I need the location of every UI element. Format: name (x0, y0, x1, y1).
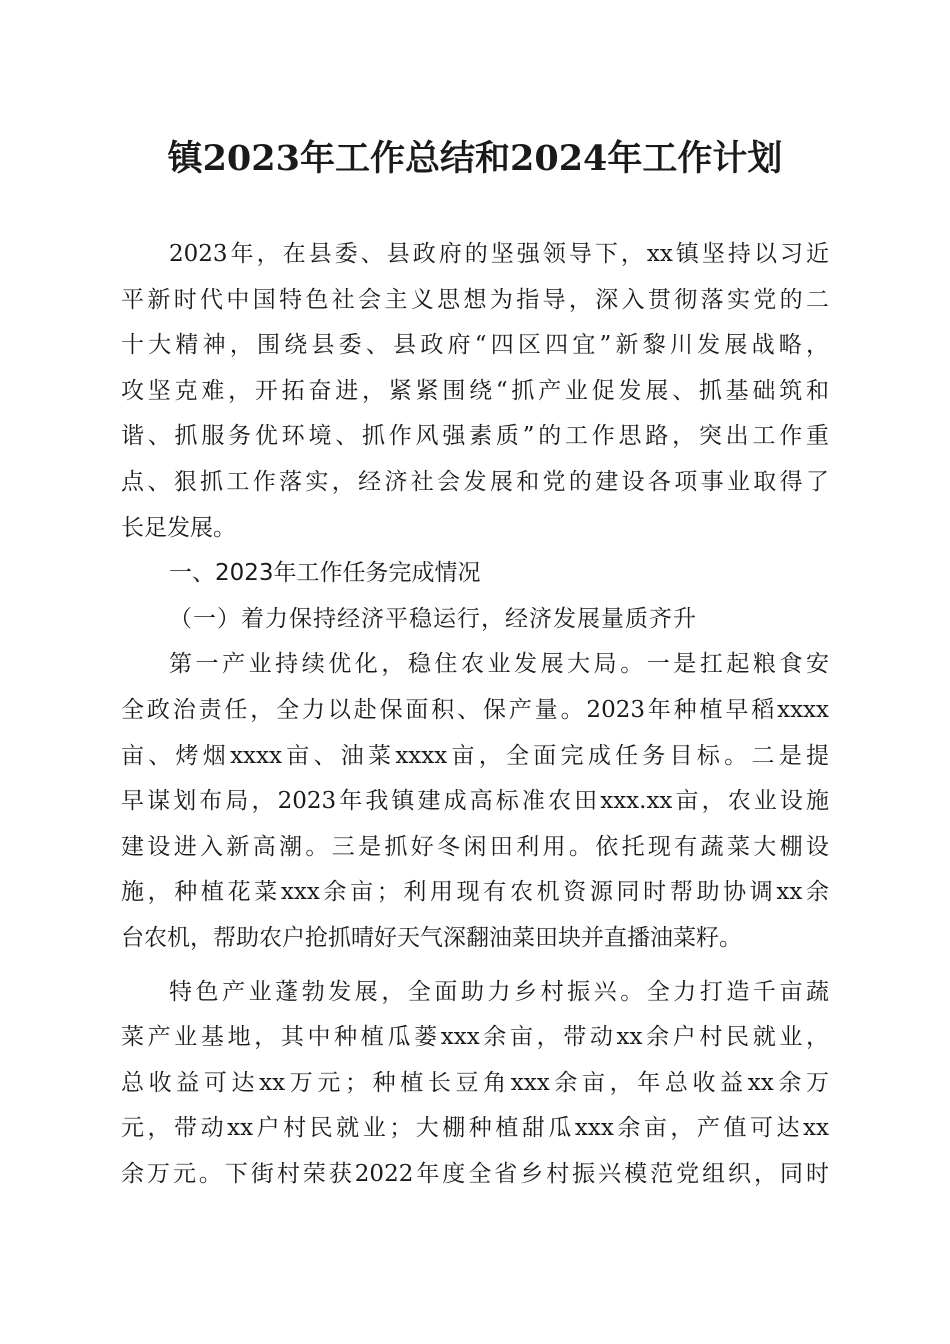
paragraph-line: 施，种植花菜xxx余亩；利用现有农机资源同时帮助协调xx余 (121, 879, 829, 906)
paragraph-line: 菜产业基地，其中种植瓜蒌xxx余亩，带动xx余户村民就业， (121, 1024, 829, 1051)
paragraph-line: 全政治责任，全力以赴保面积、保产量。2023年种植早稻xxxx (121, 696, 829, 723)
intro-line: 谐、抓服务优环境、抓作风强素质”的工作思路，突出工作重 (121, 423, 829, 450)
paragraph-line: 总收益可达xx万元；种植长豆角xxx余亩，年总收益xx余万 (121, 1069, 829, 1096)
paragraph-line: 亩、烤烟xxxx亩、油菜xxxx亩，全面完成任务目标。二是提 (121, 742, 829, 769)
intro-line: 长足发展。 (121, 514, 236, 541)
document-body (121, 232, 829, 1197)
paragraph-line: 早谋划布局，2023年我镇建成高标准农田xxx.xx亩，农业设施 (121, 788, 829, 815)
intro-line: 2023年，在县委、县政府的坚强领导下，xx镇坚持以习近 (169, 241, 829, 267)
paragraph-line: 元，带动xx户村民就业；大棚种植甜瓜xxx余亩，产值可达xx (121, 1115, 829, 1142)
paragraph-line: 第一产业持续优化，稳住农业发展大局。一是扛起粮食安 (169, 651, 829, 678)
intro-line: 十大精神，围绕县委、县政府“四区四宜”新黎川发展战略， (121, 332, 829, 359)
section-heading: 一、2023年工作任务完成情况 (169, 560, 481, 587)
intro-line: 平新时代中国特色社会主义思想为指导，深入贯彻落实党的二 (121, 286, 829, 313)
paragraph-line: 余万元。下街村荣获2022年度全省乡村振兴模范党组织，同时 (121, 1160, 829, 1187)
paragraph-line: 建设进入新高潮。三是抓好冬闲田利用。依托现有蔬菜大棚设 (121, 833, 829, 860)
document-title: 镇2023年工作总结和2024年工作计划 (167, 138, 783, 179)
subsection-heading: （一）着力保持经济平稳运行，经济发展量质齐升 (169, 605, 697, 632)
intro-line: 攻坚克难，开拓奋进，紧紧围绕“抓产业促发展、抓基础筑和 (121, 377, 829, 404)
paragraph-line: 台农机，帮助农户抢抓晴好天气深翻油菜田块并直播油菜籽。 (121, 924, 742, 951)
intro-line: 点、狠抓工作落实，经济社会发展和党的建设各项事业取得了 (121, 468, 829, 495)
paragraph-line: 特色产业蓬勃发展，全面助力乡村振兴。全力打造千亩蔬 (169, 978, 829, 1005)
paragraph-gap (121, 962, 829, 970)
